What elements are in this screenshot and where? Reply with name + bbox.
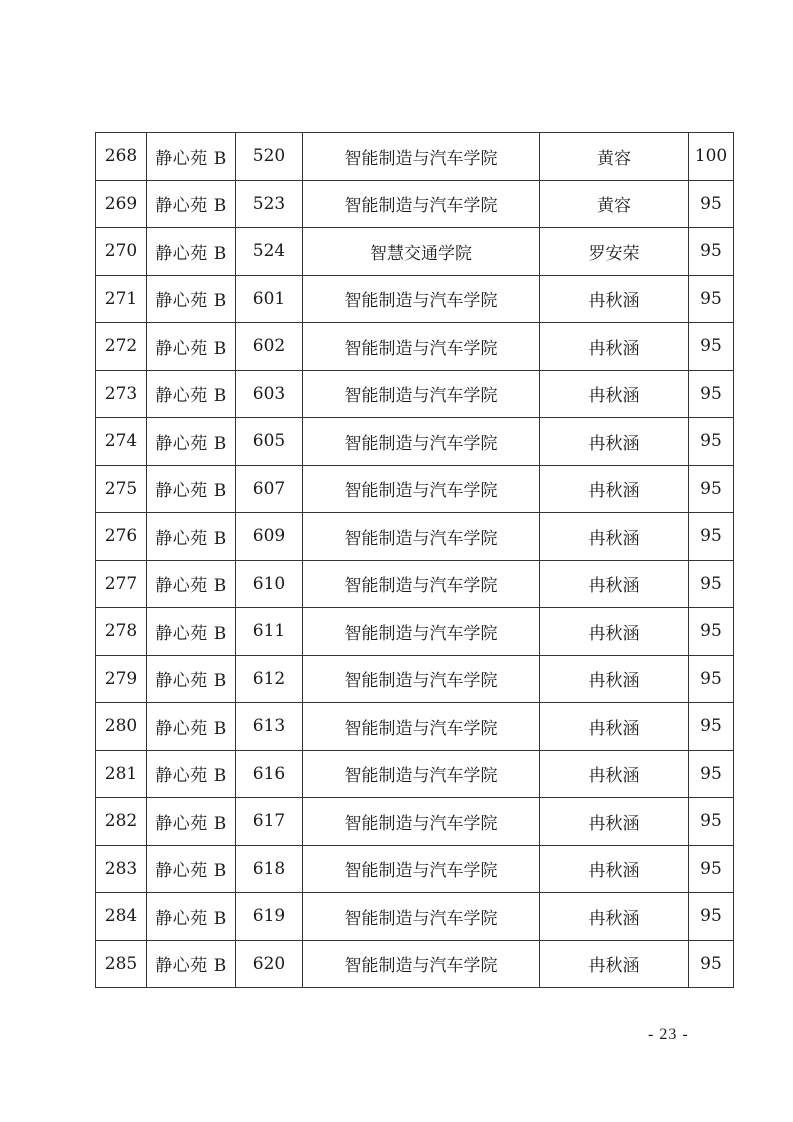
score-cell: 95 <box>689 370 734 418</box>
table-row <box>96 703 734 751</box>
inspector-cell: 冉秋涵 <box>540 370 689 418</box>
table-row <box>96 513 734 561</box>
room-number-cell: 602 <box>236 323 303 371</box>
college-cell: 智慧交通学院 <box>303 228 540 276</box>
score-cell: 95 <box>689 560 734 608</box>
table-row <box>96 465 734 513</box>
college-cell: 智能制造与汽车学院 <box>303 560 540 608</box>
room-number-cell: 609 <box>236 513 303 561</box>
building-cell: 静心苑 B <box>147 133 236 181</box>
building-cell: 静心苑 B <box>147 513 236 561</box>
building-cell: 静心苑 B <box>147 655 236 703</box>
table-row <box>96 370 734 418</box>
college-cell: 智能制造与汽车学院 <box>303 608 540 656</box>
inspector-cell: 冉秋涵 <box>540 465 689 513</box>
inspector-cell: 冉秋涵 <box>540 655 689 703</box>
room-number-cell: 619 <box>236 893 303 941</box>
row-number-cell: 284 <box>96 893 147 941</box>
building-cell: 静心苑 B <box>147 180 236 228</box>
table-body <box>96 133 734 988</box>
row-number-cell: 269 <box>96 180 147 228</box>
score-cell: 95 <box>689 798 734 846</box>
score-cell: 95 <box>689 180 734 228</box>
score-cell: 95 <box>689 940 734 988</box>
table-row <box>96 845 734 893</box>
room-number-cell: 618 <box>236 845 303 893</box>
room-number-cell: 620 <box>236 940 303 988</box>
score-cell: 95 <box>689 703 734 751</box>
score-cell: 95 <box>689 465 734 513</box>
inspector-cell: 冉秋涵 <box>540 750 689 798</box>
row-number-cell: 282 <box>96 798 147 846</box>
page-number: - 23 - <box>648 1026 689 1043</box>
table-row <box>96 418 734 466</box>
room-number-cell: 611 <box>236 608 303 656</box>
table-row <box>96 798 734 846</box>
building-cell: 静心苑 B <box>147 275 236 323</box>
score-cell: 95 <box>689 513 734 561</box>
row-number-cell: 268 <box>96 133 147 181</box>
score-cell: 95 <box>689 608 734 656</box>
table-row <box>96 228 734 276</box>
room-number-cell: 524 <box>236 228 303 276</box>
table-row <box>96 940 734 988</box>
inspector-cell: 冉秋涵 <box>540 798 689 846</box>
room-number-cell: 610 <box>236 560 303 608</box>
room-number-cell: 603 <box>236 370 303 418</box>
building-cell: 静心苑 B <box>147 893 236 941</box>
row-number-cell: 273 <box>96 370 147 418</box>
table-row <box>96 275 734 323</box>
table-row <box>96 608 734 656</box>
college-cell: 智能制造与汽车学院 <box>303 893 540 941</box>
inspector-cell: 冉秋涵 <box>540 940 689 988</box>
inspector-cell: 冉秋涵 <box>540 893 689 941</box>
row-number-cell: 278 <box>96 608 147 656</box>
row-number-cell: 275 <box>96 465 147 513</box>
building-cell: 静心苑 B <box>147 228 236 276</box>
college-cell: 智能制造与汽车学院 <box>303 418 540 466</box>
room-number-cell: 601 <box>236 275 303 323</box>
college-cell: 智能制造与汽车学院 <box>303 703 540 751</box>
row-number-cell: 283 <box>96 845 147 893</box>
row-number-cell: 280 <box>96 703 147 751</box>
room-number-cell: 612 <box>236 655 303 703</box>
college-cell: 智能制造与汽车学院 <box>303 798 540 846</box>
college-cell: 智能制造与汽车学院 <box>303 750 540 798</box>
building-cell: 静心苑 B <box>147 845 236 893</box>
room-number-cell: 616 <box>236 750 303 798</box>
room-number-cell: 520 <box>236 133 303 181</box>
inspector-cell: 冉秋涵 <box>540 845 689 893</box>
building-cell: 静心苑 B <box>147 323 236 371</box>
college-cell: 智能制造与汽车学院 <box>303 513 540 561</box>
dormitory-score-table <box>95 132 734 988</box>
score-cell: 100 <box>689 133 734 181</box>
row-number-cell: 285 <box>96 940 147 988</box>
score-cell: 95 <box>689 845 734 893</box>
inspector-cell: 冉秋涵 <box>540 608 689 656</box>
building-cell: 静心苑 B <box>147 370 236 418</box>
inspector-cell: 冉秋涵 <box>540 560 689 608</box>
building-cell: 静心苑 B <box>147 465 236 513</box>
score-cell: 95 <box>689 418 734 466</box>
table-row <box>96 133 734 181</box>
table-row <box>96 323 734 371</box>
college-cell: 智能制造与汽车学院 <box>303 845 540 893</box>
row-number-cell: 271 <box>96 275 147 323</box>
inspector-cell: 冉秋涵 <box>540 275 689 323</box>
building-cell: 静心苑 B <box>147 560 236 608</box>
inspector-cell: 黄容 <box>540 133 689 181</box>
score-cell: 95 <box>689 275 734 323</box>
college-cell: 智能制造与汽车学院 <box>303 940 540 988</box>
building-cell: 静心苑 B <box>147 798 236 846</box>
college-cell: 智能制造与汽车学院 <box>303 465 540 513</box>
table-row <box>96 180 734 228</box>
room-number-cell: 523 <box>236 180 303 228</box>
row-number-cell: 281 <box>96 750 147 798</box>
building-cell: 静心苑 B <box>147 703 236 751</box>
score-cell: 95 <box>689 655 734 703</box>
row-number-cell: 279 <box>96 655 147 703</box>
college-cell: 智能制造与汽车学院 <box>303 323 540 371</box>
room-number-cell: 617 <box>236 798 303 846</box>
inspector-cell: 罗安荣 <box>540 228 689 276</box>
building-cell: 静心苑 B <box>147 750 236 798</box>
table-row <box>96 560 734 608</box>
inspector-cell: 冉秋涵 <box>540 703 689 751</box>
row-number-cell: 274 <box>96 418 147 466</box>
building-cell: 静心苑 B <box>147 608 236 656</box>
score-cell: 95 <box>689 228 734 276</box>
college-cell: 智能制造与汽车学院 <box>303 370 540 418</box>
room-number-cell: 613 <box>236 703 303 751</box>
inspector-cell: 冉秋涵 <box>540 323 689 371</box>
inspector-cell: 冉秋涵 <box>540 513 689 561</box>
room-number-cell: 607 <box>236 465 303 513</box>
college-cell: 智能制造与汽车学院 <box>303 655 540 703</box>
building-cell: 静心苑 B <box>147 418 236 466</box>
college-cell: 智能制造与汽车学院 <box>303 133 540 181</box>
table-row <box>96 893 734 941</box>
building-cell: 静心苑 B <box>147 940 236 988</box>
table-row <box>96 750 734 798</box>
row-number-cell: 272 <box>96 323 147 371</box>
inspector-cell: 冉秋涵 <box>540 418 689 466</box>
score-cell: 95 <box>689 893 734 941</box>
table-row <box>96 655 734 703</box>
college-cell: 智能制造与汽车学院 <box>303 275 540 323</box>
score-cell: 95 <box>689 323 734 371</box>
college-cell: 智能制造与汽车学院 <box>303 180 540 228</box>
inspector-cell: 黄容 <box>540 180 689 228</box>
room-number-cell: 605 <box>236 418 303 466</box>
score-cell: 95 <box>689 750 734 798</box>
row-number-cell: 276 <box>96 513 147 561</box>
row-number-cell: 277 <box>96 560 147 608</box>
row-number-cell: 270 <box>96 228 147 276</box>
